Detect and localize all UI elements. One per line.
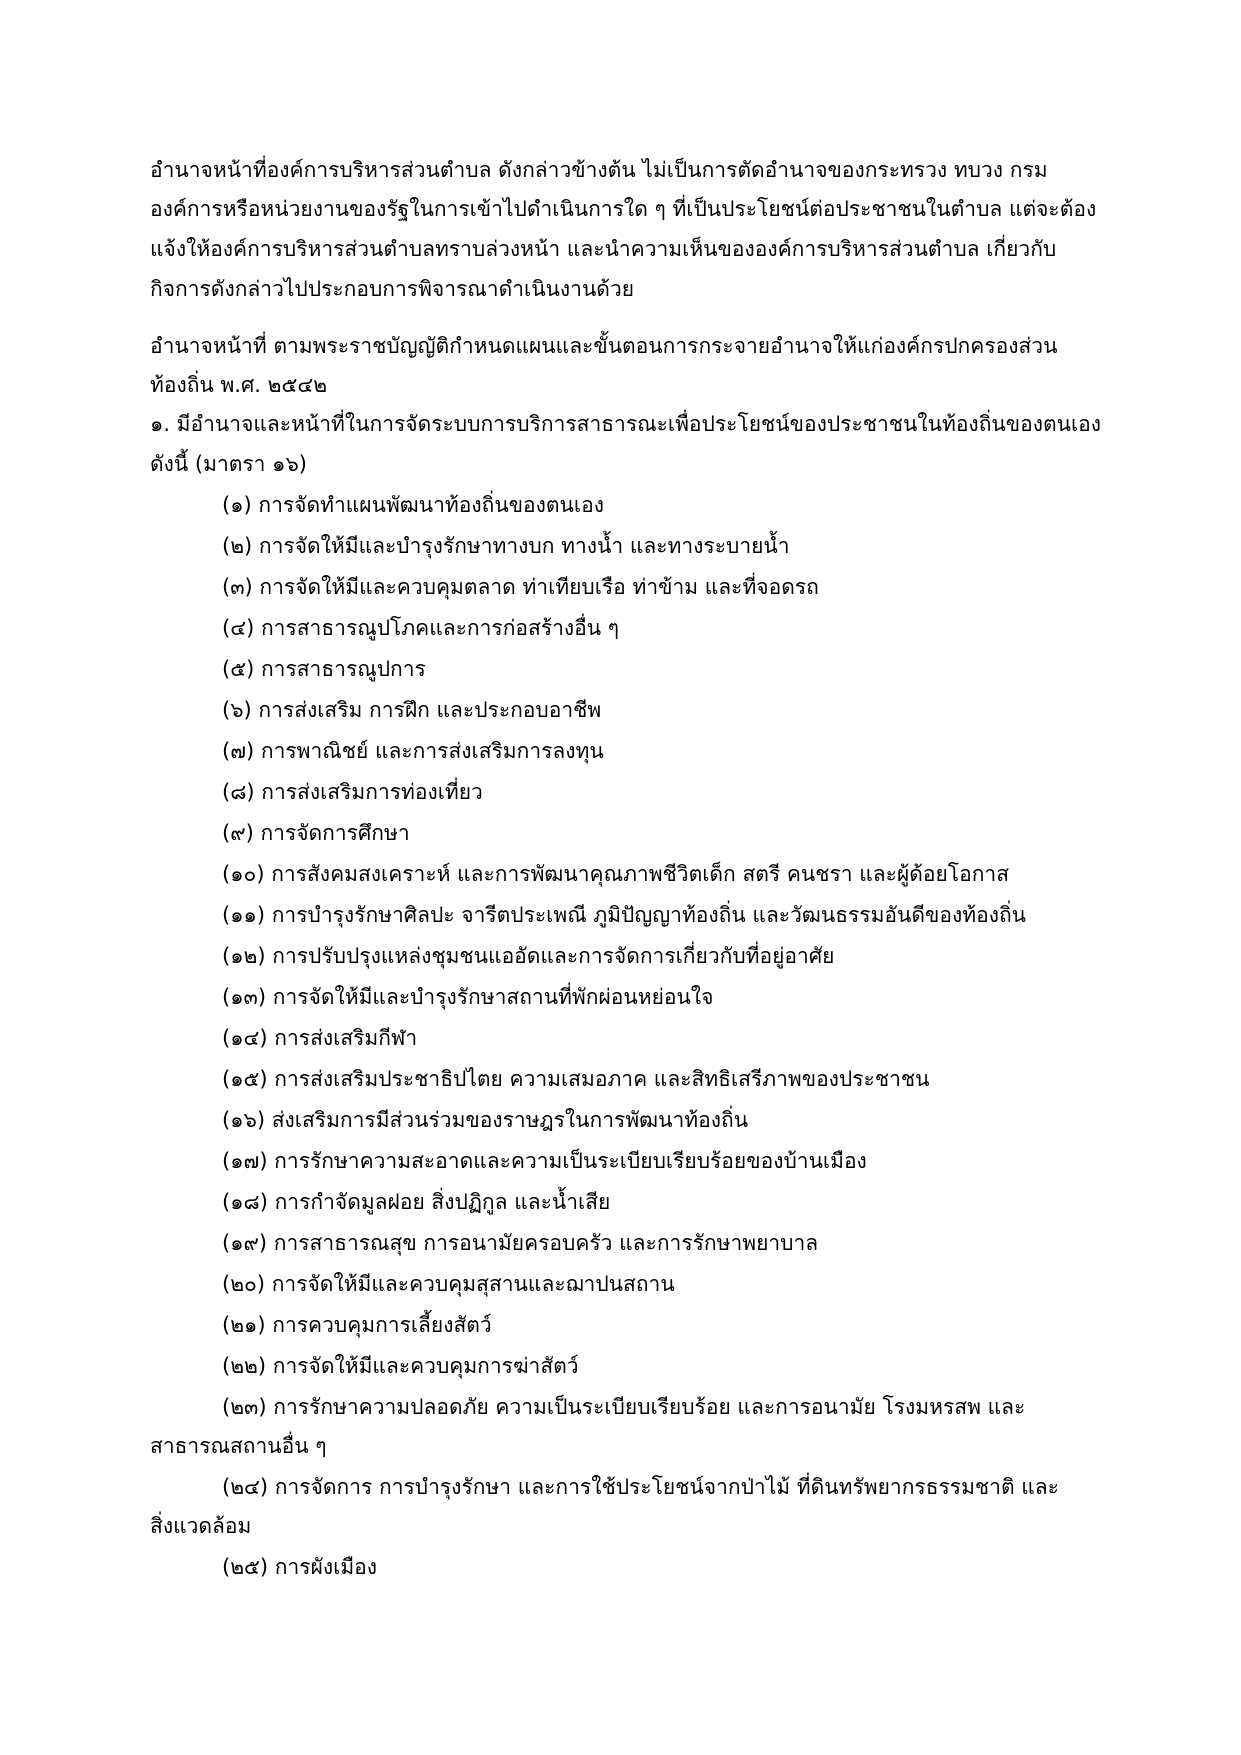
paragraph-line: อำนาจหน้าที่องค์การบริหารส่วนตำบล ดังกล่าวข้างต้น ไม่เป็นการตัดอำนาจของกระทรวง ทบวง กรม: [150, 158, 1048, 182]
list-item: (๖) การส่งเสริม การฝึก และประกอบอาชีพ: [222, 698, 602, 722]
list-item: (๒๓) การรักษาความปลอดภัย ความเป็นระเบียบเรียบร้อย และการอนามัย โรงมหรสพ และ: [222, 1395, 1026, 1419]
paragraph-line: ท้องถิ่น พ.ศ. ๒๕๔๒: [150, 373, 328, 397]
list-item: (๒) การจัดให้มีและบำรุงรักษาทางบก ทางน้ำ และทางระบายน้ำ: [222, 534, 790, 558]
list-item: (๑๖) ส่งเสริมการมีส่วนร่วมของราษฎรในการพัฒนาท้องถิ่น: [222, 1108, 749, 1132]
list-item: (๓) การจัดให้มีและควบคุมตลาด ท่าเทียบเรือ ท่าข้าม และที่จอดรถ: [222, 575, 819, 599]
list-item: (๒๐) การจัดให้มีและควบคุมสุสานและฌาปนสถาน: [222, 1272, 675, 1296]
paragraph-line: อำนาจหน้าที่ ตามพระราชบัญญัติกำหนดแผนและขั้นตอนการกระจายอำนาจให้แก่องค์กรปกครองส่วน: [150, 334, 1058, 358]
list-item-continuation: สิ่งแวดล้อม: [150, 1514, 252, 1538]
list-item: (๗) การพาณิชย์ และการส่งเสริมการลงทุน: [222, 739, 604, 763]
list-item: (๑๒) การปรับปรุงแหล่งชุมชนแออัดและการจัดการเกี่ยวกับที่อยู่อาศัย: [222, 944, 835, 968]
list-item-continuation: สาธารณสถานอื่น ๆ: [150, 1434, 327, 1458]
list-item: (๔) การสาธารณูปโภคและการก่อสร้างอื่น ๆ: [222, 616, 620, 640]
list-item: (๑๙) การสาธารณสุข การอนามัยครอบครัว และการรักษาพยาบาล: [222, 1231, 819, 1255]
list-item: (๕) การสาธารณูปการ: [222, 657, 426, 681]
list-item: (๒๑) การควบคุมการเลี้ยงสัตว์: [222, 1313, 492, 1337]
list-item: (๑๗) การรักษาความสะอาดและความเป็นระเบียบเรียบร้อยของบ้านเมือง: [222, 1149, 867, 1173]
list-item: (๑๑) การบำรุงรักษาศิลปะ จารีตประเพณี ภูมิปัญญาท้องถิ่น และวัฒนธรรมอันดีของท้องถิ่น: [222, 903, 1027, 927]
list-item: (๑๐) การสังคมสงเคราะห์ และการพัฒนาคุณภาพชีวิตเด็ก สตรี คนชรา และผู้ด้อยโอกาส: [222, 862, 1010, 886]
list-item: (๙) การจัดการศึกษา: [222, 821, 410, 845]
list-item: (๒๒) การจัดให้มีและควบคุมการฆ่าสัตว์: [222, 1354, 579, 1378]
paragraph-line: องค์การหรือหน่วยงานของรัฐในการเข้าไปดำเนินการใด ๆ ที่เป็นประโยชน์ต่อประชาชนในตำบล แต่จะต้อง: [150, 197, 1097, 221]
section-heading-line: ๑. มีอำนาจและหน้าที่ในการจัดระบบการบริการสาธารณะเพื่อประโยชน์ของประชาชนในท้องถิ่นของตนเอง: [150, 412, 1102, 436]
list-item: (๒๔) การจัดการ การบำรุงรักษา และการใช้ประโยชน์จากป่าไม้ ที่ดินทรัพยากรธรรมชาติ และ: [222, 1475, 1059, 1499]
paragraph-line: แจ้งให้องค์การบริหารส่วนตำบลทราบล่วงหน้า และนำความเห็นขององค์การบริหารส่วนตำบล เกี่ยวกับ: [150, 237, 1057, 261]
section-heading-line: ดังนี้ (มาตรา ๑๖): [150, 452, 307, 476]
list-item: (๑๘) การกำจัดมูลฝอย สิ่งปฏิกูล และน้ำเสีย: [222, 1190, 611, 1214]
list-item: (๑๓) การจัดให้มีและบำรุงรักษาสถานที่พักผ่อนหย่อนใจ: [222, 985, 714, 1009]
list-item: (๘) การส่งเสริมการท่องเที่ยว: [222, 780, 483, 804]
list-item: (๒๕) การผังเมือง: [222, 1555, 378, 1579]
list-item: (๑๕) การส่งเสริมประชาธิปไตย ความเสมอภาค และสิทธิเสรีภาพของประชาชน: [222, 1067, 930, 1091]
list-item: (๑๔) การส่งเสริมกีฬา: [222, 1026, 418, 1050]
paragraph-line: กิจการดังกล่าวไปประกอบการพิจารณาดำเนินงานด้วย: [150, 277, 635, 301]
list-item: (๑) การจัดทำแผนพัฒนาท้องถิ่นของตนเอง: [222, 493, 604, 517]
